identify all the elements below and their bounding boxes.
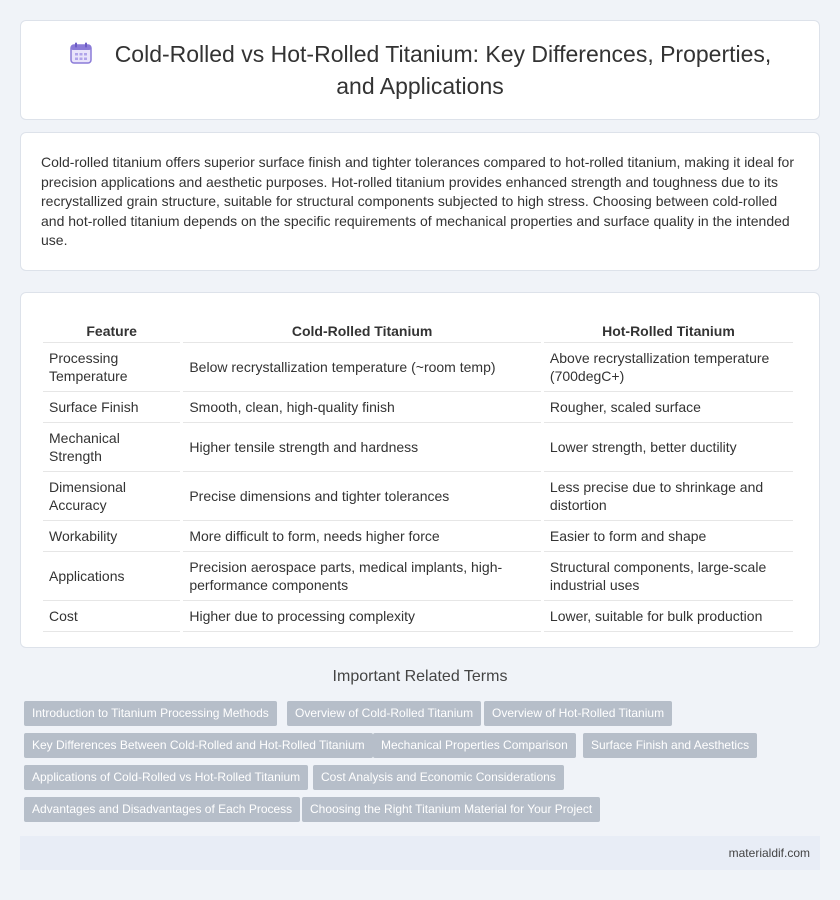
page-header — [20, 20, 820, 120]
table-cell: Surface Finish — [43, 392, 180, 423]
related-term-tag[interactable]: Overview of Hot-Rolled Titanium — [484, 701, 672, 726]
table-cell: Easier to form and shape — [544, 521, 793, 552]
table-cell: Workability — [43, 521, 180, 552]
intro-text: Cold-rolled titanium offers superior surface finish and tighter tolerances compared to hot-rolled titanium, making it ideal for precision applications and aesthetic purposes. Hot-rolled titanium provides enhanced strength and toughness due to its recrystallized grain structure, suitable for structural components subjected to high stress. Choosing between cold-rolled and hot-rolled titanium depends on the specific requirements of mechanical properties and surface quality in the intended use. — [41, 154, 794, 248]
table-cell: Below recrystallization temperature (~room temp) — [183, 343, 541, 392]
calendar-icon — [69, 41, 93, 72]
comparison-card — [20, 292, 820, 648]
table-cell: Cost — [43, 601, 180, 632]
related-term-tag[interactable]: Choosing the Right Titanium Material for Your Project — [302, 797, 600, 822]
related-term-tag[interactable]: Advantages and Disadvantages of Each Process — [24, 797, 300, 822]
footer — [20, 836, 820, 870]
table-cell: Precise dimensions and tighter tolerances — [183, 472, 541, 521]
related-terms-title: Important Related Terms — [332, 668, 508, 685]
table-cell: Processing Temperature — [43, 343, 180, 392]
table-cell: Smooth, clean, high-quality finish — [183, 392, 541, 423]
title-line-2: and Applications — [336, 72, 504, 99]
table-cell: Rougher, scaled surface — [544, 392, 793, 423]
table-row — [43, 423, 793, 472]
table-row — [43, 552, 793, 601]
related-term-tag[interactable]: Applications of Cold-Rolled vs Hot-Rolled Titanium — [24, 765, 308, 790]
related-term-tag[interactable]: Surface Finish and Aesthetics — [583, 733, 757, 758]
table-row — [43, 472, 793, 521]
table-cell: Higher tensile strength and hardness — [183, 423, 541, 472]
table-cell: Lower strength, better ductility — [544, 423, 793, 472]
related-term-tag[interactable]: Key Differences Between Cold-Rolled and Hot-Rolled Titanium — [24, 733, 373, 758]
table-row — [43, 392, 793, 423]
table-header-row — [43, 313, 793, 343]
intro-card — [20, 132, 820, 271]
table-row — [43, 601, 793, 632]
column-header: Cold-Rolled Titanium — [183, 313, 541, 343]
comparison-table — [40, 313, 796, 632]
table-cell: More difficult to form, needs higher force — [183, 521, 541, 552]
related-term-tag[interactable]: Cost Analysis and Economic Considerations — [313, 765, 564, 790]
footer-site-link[interactable]: materialdif.com — [728, 846, 810, 860]
table-cell: Above recrystallization temperature (700degC+) — [544, 343, 793, 392]
table-cell: Applications — [43, 552, 180, 601]
related-term-tag[interactable]: Overview of Cold-Rolled Titanium — [287, 701, 481, 726]
table-row — [43, 521, 793, 552]
table-cell: Less precise due to shrinkage and distortion — [544, 472, 793, 521]
table-cell: Mechanical Strength — [43, 423, 180, 472]
table-cell: Higher due to processing complexity — [183, 601, 541, 632]
table-cell: Lower, suitable for bulk production — [544, 601, 793, 632]
table-cell: Structural components, large-scale industrial uses — [544, 552, 793, 601]
table-row — [43, 343, 793, 392]
column-header: Hot-Rolled Titanium — [544, 313, 793, 343]
table-cell: Precision aerospace parts, medical implants, high-performance components — [183, 552, 541, 601]
table-cell: Dimensional Accuracy — [43, 472, 180, 521]
page-title — [69, 40, 772, 101]
title-line-1: Cold-Rolled vs Hot-Rolled Titanium: Key Differences, Properties, — [114, 40, 772, 67]
related-term-tag[interactable]: Mechanical Properties Comparison — [373, 733, 576, 758]
column-header: Feature — [43, 313, 180, 343]
related-term-tag[interactable]: Introduction to Titanium Processing Methods — [24, 701, 277, 726]
